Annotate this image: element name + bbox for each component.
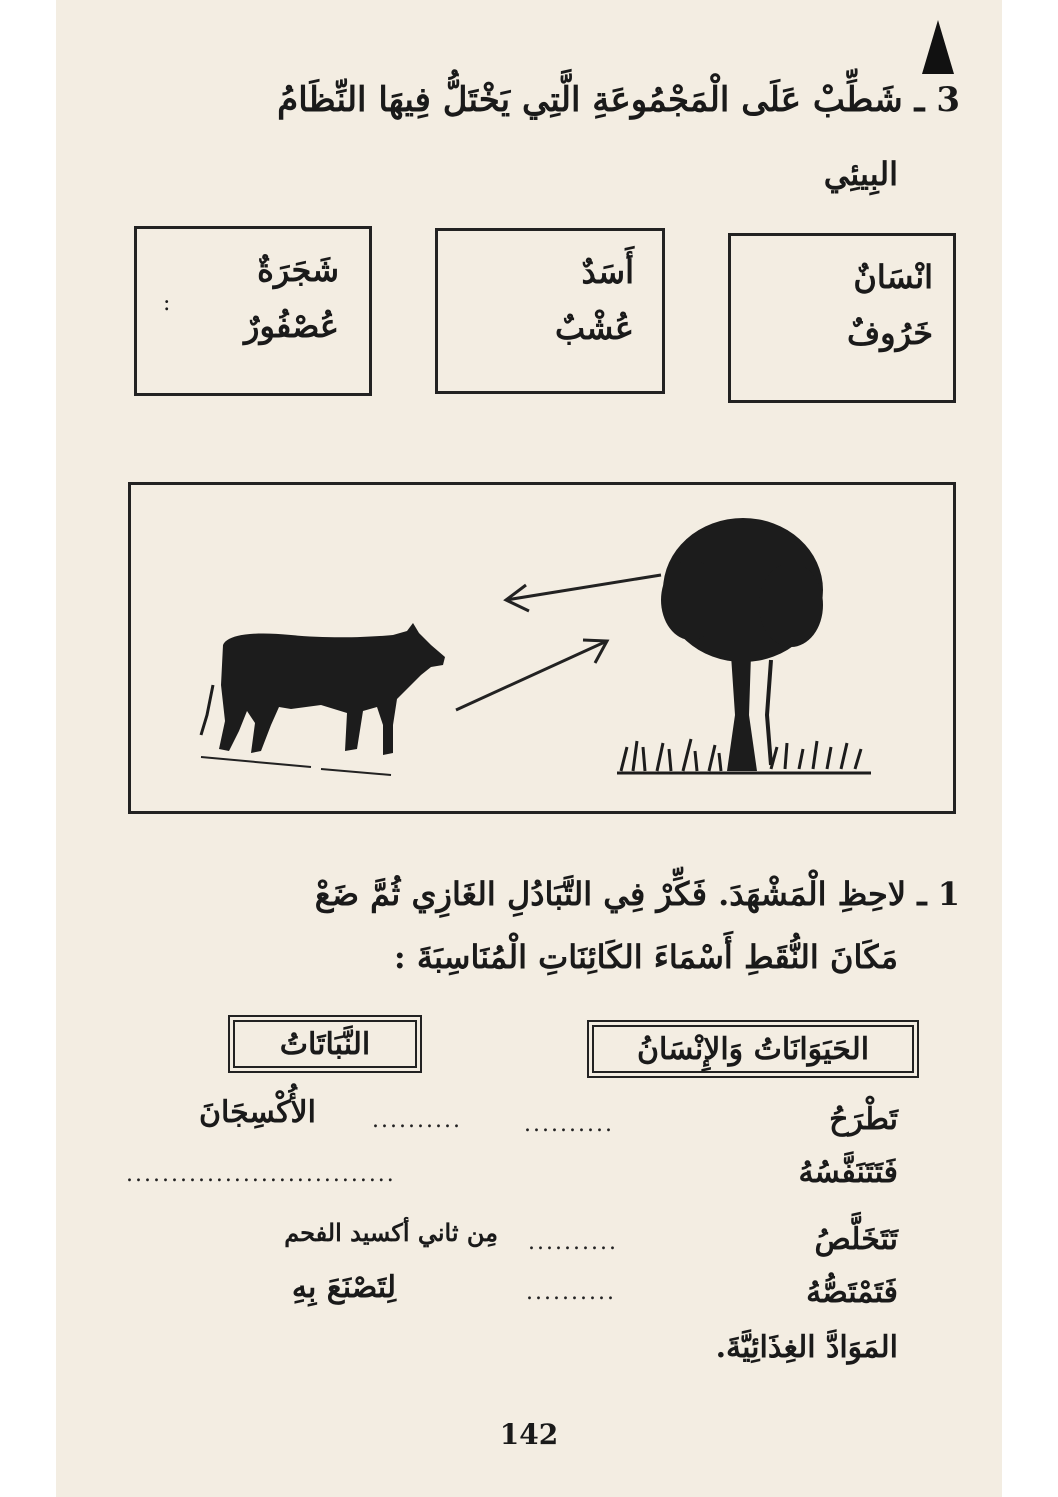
option-box-2-word1: أَسَدٌ	[581, 253, 634, 291]
row1-blank-left[interactable]: ..........	[372, 1108, 462, 1133]
page-number: 142	[499, 1418, 559, 1451]
option-box-2[interactable]	[435, 228, 665, 394]
row4-start: فَتَمْتَصُّهُ	[806, 1275, 898, 1310]
row1-start: تَطْرَحُ	[829, 1102, 898, 1137]
option-box-3[interactable]	[134, 226, 372, 396]
row4-end: لِتَصْنَعَ بِهِ	[291, 1270, 396, 1305]
section-marker-icon	[922, 20, 954, 74]
option-box-1[interactable]	[728, 233, 956, 403]
box-mark: :	[163, 291, 171, 316]
row5-start: المَوَادَّ الغِذَائِيَّةَ.	[715, 1330, 898, 1365]
tree-icon	[661, 518, 823, 771]
exercise3-instruction-cont: البِيئِي	[823, 155, 898, 193]
scene-drawing	[131, 485, 953, 811]
row1-end: الأُكْسِجَانَ	[198, 1095, 316, 1130]
exercise1-instruction-cont: مَكَانَ النُّقَطِ أَسْمَاءَ الكَائِنَاتِ الْمُنَاسِبَةَ :	[393, 938, 898, 976]
option-box-2-word2: عُشْبٌ	[554, 309, 634, 347]
row3-end: مِن ثاني أكسيد الفحم	[284, 1218, 498, 1247]
option-box-1-word2: خَرُوفٌ	[846, 314, 933, 352]
gas-exchange-illustration	[128, 482, 956, 814]
row2-blank[interactable]: ..............................	[126, 1162, 396, 1187]
option-box-3-word2: عُصْفُورٌ	[243, 307, 339, 345]
option-box-1-word1: انْسَانٌ	[853, 258, 933, 296]
row3-start: تَتَخَلَّصُ	[814, 1222, 898, 1257]
arrow-to-tree-icon	[456, 640, 607, 710]
exercise3-instruction: 3 ـ شَطِّبْ عَلَى الْمَجْمُوعَةِ الَّتِي يَخْتَلُّ فِيهَا النِّظَامُ	[277, 80, 960, 120]
row4-blank[interactable]: ..........	[526, 1280, 616, 1305]
label-animals-humans: الحَيَوَانَاتُ وَالإِنْسَانُ	[592, 1025, 914, 1073]
row1-blank[interactable]: ..........	[524, 1112, 614, 1137]
arrow-to-cow-icon	[506, 575, 661, 611]
option-box-3-word1: شَجَرَةٌ	[257, 251, 339, 289]
exercise1-instruction: 1 ـ لاحِظِ الْمَشْهَدَ. فَكِّرْ فِي التَّبَادُلِ الغَازِي ثُمَّ ضَعْ	[314, 875, 960, 913]
row2-start: فَتَتَنَفَّسُهُ	[798, 1155, 898, 1190]
label-plants: النَّبَاتَاتُ	[233, 1020, 417, 1068]
row3-blank[interactable]: ..........	[528, 1230, 618, 1255]
cow-icon	[201, 623, 445, 755]
